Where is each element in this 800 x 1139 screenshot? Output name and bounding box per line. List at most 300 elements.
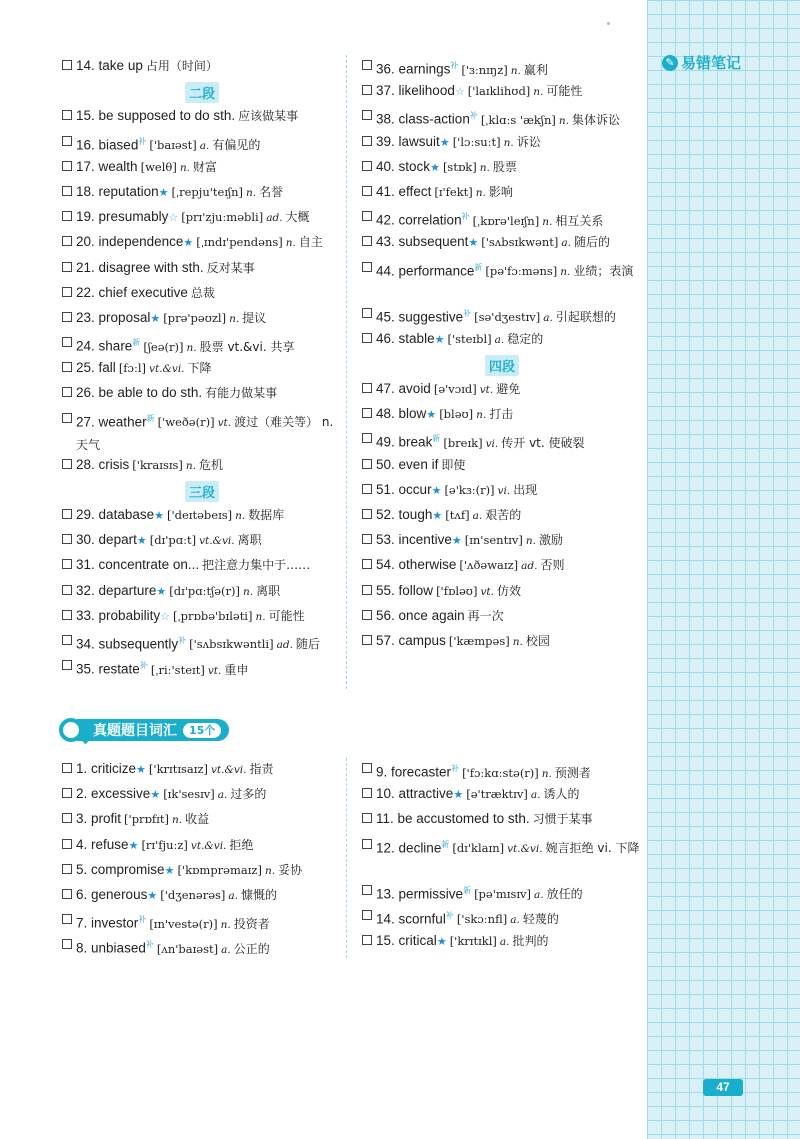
checkbox[interactable] xyxy=(62,110,72,120)
checkbox[interactable] xyxy=(62,60,72,70)
translation: 诉讼 xyxy=(516,134,541,149)
entry-text xyxy=(376,181,513,204)
entry-number: 39. xyxy=(376,133,395,149)
translation: 股票 xyxy=(492,159,517,174)
vocab-entry xyxy=(362,181,642,206)
phonetic: [prə'pəʊzl] xyxy=(163,310,227,325)
entry-number: 20. xyxy=(76,234,95,250)
part-of-speech: vt. xyxy=(207,664,222,677)
vocab-entry xyxy=(362,834,642,880)
frequency-mark: 新 xyxy=(146,413,155,423)
entry-word: restate xyxy=(98,661,140,677)
entry-number: 38. xyxy=(376,111,395,127)
entry-word: permissive xyxy=(398,886,464,902)
entry-word: compromise xyxy=(91,861,165,877)
vocab-entry xyxy=(362,905,642,930)
translation: 稳定的 xyxy=(507,331,544,346)
phonetic: ['baɪəst] xyxy=(149,138,197,153)
translation: 应该做某事 xyxy=(238,109,299,124)
vocab-entry xyxy=(362,403,642,428)
checkbox[interactable] xyxy=(362,60,372,70)
part-of-speech: ad. xyxy=(521,560,538,573)
translation: 过多的 xyxy=(230,787,267,802)
checkbox[interactable] xyxy=(62,813,72,823)
phonetic: [ə'vɔɪd] xyxy=(433,382,477,397)
checkbox[interactable] xyxy=(362,408,372,418)
translation: 轻蔑的 xyxy=(522,912,559,927)
translation: 可能性 xyxy=(546,84,583,99)
entry-number: 56. xyxy=(376,607,395,623)
vocab-entry xyxy=(362,454,642,479)
phonetic: [ˌriː'steɪt] xyxy=(150,662,205,677)
entry-word: earnings xyxy=(398,61,451,77)
entry-text xyxy=(376,55,548,82)
entry-number: 5. xyxy=(76,861,88,877)
frequency-mark: ★ xyxy=(150,312,161,325)
entry-text xyxy=(76,181,283,204)
part-of-speech: n. xyxy=(542,215,553,228)
checkbox[interactable] xyxy=(362,262,372,272)
checkbox[interactable] xyxy=(362,186,372,196)
checkbox[interactable] xyxy=(62,413,72,423)
checkbox[interactable] xyxy=(362,333,372,343)
entry-number: 48. xyxy=(376,406,395,422)
vocab-entry xyxy=(362,105,642,130)
vocab-entry xyxy=(362,378,642,403)
part-of-speech: vt.&vi. xyxy=(190,839,227,852)
checkbox[interactable] xyxy=(362,308,372,318)
entry-text xyxy=(76,605,305,628)
translation: 有能力做某事 xyxy=(205,386,278,401)
phonetic: [ˌklɑːs 'ækʃn] xyxy=(480,112,556,127)
checkbox[interactable] xyxy=(362,433,372,443)
entry-word: profit xyxy=(91,811,122,827)
frequency-mark: ★ xyxy=(158,186,169,199)
phonetic: [pə'fɔːməns] xyxy=(485,264,558,278)
translation: 投资者 xyxy=(233,916,270,931)
vocab-entry xyxy=(362,783,642,808)
checkbox[interactable] xyxy=(62,312,72,322)
entry-text xyxy=(376,454,465,476)
entry-number: 47. xyxy=(376,381,395,397)
vocab-entry xyxy=(362,880,642,905)
translation: 激励 xyxy=(538,533,563,548)
entry-text xyxy=(376,257,633,284)
entry-text xyxy=(76,408,342,457)
checkbox[interactable] xyxy=(62,610,72,620)
vocab-entry xyxy=(62,206,342,231)
checkbox[interactable] xyxy=(362,610,372,620)
exam-left-column xyxy=(62,758,342,960)
checkbox[interactable] xyxy=(62,660,72,670)
vocab-entry xyxy=(62,758,342,783)
vocab-entry xyxy=(62,408,342,454)
phonetic: ['ʌðəwaɪz] xyxy=(459,558,519,573)
translation: 可能性 xyxy=(268,608,305,623)
frequency-mark: 补 xyxy=(451,764,460,773)
checkbox[interactable] xyxy=(62,635,72,645)
entry-word: lawsuit xyxy=(398,133,440,149)
entry-text xyxy=(76,206,310,229)
entry-text xyxy=(76,783,266,806)
entry-word: refuse xyxy=(91,836,129,852)
entry-text xyxy=(76,454,223,477)
translation: 赢利 xyxy=(523,62,548,77)
part-of-speech: n. xyxy=(533,86,544,99)
checkbox[interactable] xyxy=(362,910,372,920)
translation: 艰苦的 xyxy=(485,508,522,522)
translation: 自主 xyxy=(298,235,323,250)
entry-word: take up xyxy=(98,58,143,73)
entry-number: 46. xyxy=(376,330,395,346)
frequency-mark: 补 xyxy=(461,212,470,222)
banner-title: 真题题目词汇 xyxy=(93,723,177,739)
part-of-speech: n. xyxy=(186,341,197,354)
checkbox[interactable] xyxy=(362,935,372,945)
phonetic: ['ɜːnɪŋz] xyxy=(461,62,508,77)
entry-word: database xyxy=(98,507,155,522)
vocab-entry xyxy=(362,428,642,453)
checkbox[interactable] xyxy=(62,136,72,146)
checkbox[interactable] xyxy=(362,236,372,246)
checkbox[interactable] xyxy=(362,459,372,469)
phonetic: ['weðə(r)] xyxy=(157,415,215,430)
grid-sidebar xyxy=(647,0,800,1139)
part-of-speech: a. xyxy=(499,935,510,948)
entry-word: crisis xyxy=(98,456,130,472)
entry-word: presumably xyxy=(98,209,169,225)
vocab-entry xyxy=(62,231,342,256)
vocab-entry xyxy=(362,257,642,303)
frequency-mark: ★ xyxy=(436,935,447,948)
frequency-mark: 补 xyxy=(138,915,147,925)
entry-text xyxy=(376,529,563,552)
phonetic: [sə'dʒestɪv] xyxy=(474,310,541,324)
frequency-mark: ★ xyxy=(136,764,146,776)
phonetic: [ə'træktɪv] xyxy=(466,787,528,802)
entry-number: 11. xyxy=(376,811,394,827)
checkbox[interactable] xyxy=(62,509,72,519)
checkbox[interactable] xyxy=(62,839,72,849)
translation: 大概 xyxy=(285,210,310,225)
entry-word: unbiased xyxy=(91,940,146,956)
frequency-mark: ★ xyxy=(451,535,462,548)
entry-text xyxy=(376,303,616,330)
checkbox[interactable] xyxy=(362,110,372,120)
translation: 引起联想的 xyxy=(555,310,616,324)
column-divider xyxy=(346,55,347,689)
entry-word: wealth xyxy=(98,158,138,174)
entry-number: 17. xyxy=(76,158,95,174)
translation: 离职 xyxy=(237,533,262,548)
entry-word: attractive xyxy=(398,786,454,802)
translation: 占用（时间） xyxy=(145,59,218,73)
translation: 习惯于某事 xyxy=(532,812,593,827)
phonetic: ['sʌbsɪkwəntli] xyxy=(189,637,274,652)
translation: 批判的 xyxy=(512,933,549,948)
checkbox[interactable] xyxy=(62,788,72,798)
entry-number: 2. xyxy=(76,786,88,802)
entry-text xyxy=(376,758,591,785)
checkbox[interactable] xyxy=(62,889,72,899)
translation: 下降 xyxy=(187,361,212,376)
entry-text xyxy=(76,382,277,404)
vocab-entry xyxy=(362,930,642,955)
entry-number: 35. xyxy=(76,661,95,677)
entry-number: 52. xyxy=(376,507,395,522)
translation: 相互关系 xyxy=(555,213,604,228)
vocab-entry xyxy=(62,808,342,833)
entry-number: 14. xyxy=(76,58,95,73)
phonetic: [ʌn'baɪəst] xyxy=(156,941,219,956)
entry-text xyxy=(76,307,266,330)
translation: 放任的 xyxy=(546,887,583,902)
vocab-entry xyxy=(362,80,642,105)
checkbox[interactable] xyxy=(62,864,72,874)
entry-word: depart xyxy=(98,532,137,548)
checkbox[interactable] xyxy=(362,885,372,895)
part-of-speech: n. xyxy=(264,864,276,877)
checkbox[interactable] xyxy=(62,262,72,272)
checkbox[interactable] xyxy=(362,383,372,393)
part-of-speech: n. xyxy=(246,186,257,199)
entry-text xyxy=(376,479,537,502)
frequency-mark: 补 xyxy=(139,661,148,671)
entry-text xyxy=(76,231,323,254)
frequency-mark: 新 xyxy=(132,338,141,348)
entry-text xyxy=(376,156,517,179)
checkbox[interactable] xyxy=(62,387,72,397)
vocab-entry xyxy=(362,504,642,529)
entry-word: avoid xyxy=(398,381,431,397)
checkbox[interactable] xyxy=(62,236,72,246)
entry-number: 28. xyxy=(76,456,95,472)
checkbox[interactable] xyxy=(362,559,372,569)
magnifier-icon xyxy=(59,718,83,742)
vocab-entry xyxy=(62,357,342,382)
entry-number: 26. xyxy=(76,385,95,401)
checkbox[interactable] xyxy=(362,839,372,849)
entry-text xyxy=(376,428,585,455)
entry-text xyxy=(76,655,248,682)
entry-text xyxy=(76,332,294,359)
checkbox[interactable] xyxy=(62,534,72,544)
entry-text xyxy=(376,378,520,401)
entry-text xyxy=(376,808,593,830)
entry-text xyxy=(76,55,218,77)
phonetic: [pə'mɪsɪv] xyxy=(474,887,532,902)
vocab-entry xyxy=(62,282,342,307)
checkbox[interactable] xyxy=(62,914,72,924)
translation: 数据库 xyxy=(248,508,285,522)
vocab-entry xyxy=(62,131,342,156)
translation: 总裁 xyxy=(190,285,215,300)
entry-number: 6. xyxy=(76,886,88,902)
vocab-entry xyxy=(62,783,342,808)
vocab-entry xyxy=(62,382,342,407)
section-tag: 四段 xyxy=(485,355,519,376)
checkbox[interactable] xyxy=(62,186,72,196)
entry-text xyxy=(76,580,280,603)
checkbox[interactable] xyxy=(62,362,72,372)
entry-word: probability xyxy=(98,607,161,623)
checkbox[interactable] xyxy=(62,939,72,949)
entry-word: stable xyxy=(398,330,435,346)
column-divider xyxy=(346,758,347,958)
checkbox[interactable] xyxy=(362,484,372,494)
vocab-entry xyxy=(362,131,642,156)
translation: 重申 xyxy=(224,662,249,677)
vocab-entry xyxy=(362,580,642,605)
phonetic: ['kraɪsɪs] xyxy=(132,457,183,472)
vocab-entry xyxy=(62,630,342,655)
translation: 财富 xyxy=(192,159,217,174)
checkbox[interactable] xyxy=(62,763,72,773)
entry-word: generous xyxy=(91,886,148,902)
checkbox[interactable] xyxy=(362,509,372,519)
phonetic: [rɪ'fjuːz] xyxy=(141,837,188,852)
translation: 集体诉讼 xyxy=(571,112,620,127)
part-of-speech: vi. xyxy=(497,484,511,497)
vocab-entry xyxy=(62,934,342,959)
vocab-entry xyxy=(62,529,342,554)
part-of-speech: vt.&vi. xyxy=(199,535,235,548)
translation: 反对某事 xyxy=(206,260,255,275)
checkbox[interactable] xyxy=(362,813,372,823)
translation: 预测者 xyxy=(554,765,591,780)
frequency-mark: ★ xyxy=(468,237,479,250)
entry-text xyxy=(76,529,262,552)
entry-number: 25. xyxy=(76,360,95,376)
translation: 影响 xyxy=(488,184,513,199)
phonetic: [dɪ'pɑːtʃə(r)] xyxy=(169,583,241,598)
vocab-entry xyxy=(362,605,642,630)
entry-number: 3. xyxy=(76,811,88,827)
checkbox[interactable] xyxy=(62,337,72,347)
entry-text xyxy=(76,357,212,380)
phonetic: [stɒk] xyxy=(442,159,477,174)
entry-word: correlation xyxy=(398,212,462,228)
phonetic: ['prɒfɪt] xyxy=(124,812,169,827)
entry-number: 32. xyxy=(76,582,95,598)
translation: 指责 xyxy=(249,762,274,776)
vocab-entry xyxy=(62,454,342,479)
checkbox[interactable] xyxy=(362,585,372,595)
entry-number: 54. xyxy=(376,557,395,573)
entry-number: 18. xyxy=(76,183,95,199)
checkbox[interactable] xyxy=(362,635,372,645)
checkbox[interactable] xyxy=(362,161,372,171)
vocab-entry xyxy=(62,55,342,80)
entry-number: 33. xyxy=(76,607,95,623)
part-of-speech: vt. xyxy=(479,384,494,397)
vocab-entry xyxy=(362,808,642,833)
entry-text xyxy=(376,131,541,154)
entry-text xyxy=(376,80,582,103)
vocab-entry xyxy=(62,580,342,605)
vocab-entry xyxy=(362,303,642,328)
section-tag: 三段 xyxy=(185,481,219,502)
frequency-mark: 新 xyxy=(432,434,441,444)
translation: 随后 xyxy=(295,637,320,652)
checkbox[interactable] xyxy=(62,211,72,221)
vocab-entry xyxy=(362,206,642,231)
entry-number: 57. xyxy=(376,632,395,648)
phonetic: ['krɪtɪsaɪz] xyxy=(148,762,208,776)
entry-text xyxy=(76,909,270,936)
phonetic: [ˌrepju'teɪʃn] xyxy=(171,184,244,199)
phonetic: ['laɪklihʊd] xyxy=(467,84,531,99)
phonetic: [dɪ'klaɪn] xyxy=(452,841,505,856)
phonetic: [ɪk'sesɪv] xyxy=(163,787,215,802)
checkbox[interactable] xyxy=(62,585,72,595)
checkbox[interactable] xyxy=(62,161,72,171)
translation: 诱人的 xyxy=(543,787,580,802)
translation: 出现 xyxy=(513,482,538,497)
entry-number: 4. xyxy=(76,836,88,852)
part-of-speech: n. xyxy=(185,459,197,472)
translation: 渡过（难关等） n. 天气 xyxy=(76,415,334,453)
entry-number: 24. xyxy=(76,338,95,354)
entry-text xyxy=(376,328,543,351)
entry-word: even if xyxy=(398,456,439,472)
checkbox[interactable] xyxy=(62,459,72,469)
section-heading xyxy=(362,353,642,378)
part-of-speech: n. xyxy=(512,635,523,648)
entry-text xyxy=(76,504,284,527)
entry-word: weather xyxy=(98,414,147,430)
entry-number: 49. xyxy=(376,434,395,450)
checkbox[interactable] xyxy=(362,211,372,221)
entry-number: 51. xyxy=(376,481,395,497)
entry-text xyxy=(376,206,603,233)
checkbox[interactable] xyxy=(362,788,372,798)
phonetic: [fɔːl] xyxy=(118,361,147,376)
vocab-entry xyxy=(62,909,342,934)
entry-word: departure xyxy=(98,582,157,598)
entry-word: likelihood xyxy=(398,83,455,99)
part-of-speech: a. xyxy=(530,789,541,802)
checkbox[interactable] xyxy=(62,559,72,569)
part-of-speech: a. xyxy=(199,140,210,153)
translation: 提议 xyxy=(242,310,267,325)
entry-number: 30. xyxy=(76,532,95,548)
section-tag: 二段 xyxy=(185,82,219,103)
phonetic: [ʃeə(r)] xyxy=(143,339,184,354)
checkbox[interactable] xyxy=(362,85,372,95)
part-of-speech: a. xyxy=(221,943,231,956)
frequency-mark: ★ xyxy=(426,409,437,422)
entry-word: blow xyxy=(398,406,427,422)
entry-text xyxy=(376,880,583,907)
entry-text xyxy=(76,834,253,857)
entry-number: 22. xyxy=(76,284,95,300)
checkbox[interactable] xyxy=(362,136,372,146)
entry-word: disagree with sth. xyxy=(98,259,204,275)
frequency-mark: ★ xyxy=(431,484,442,497)
entry-word: break xyxy=(398,434,433,450)
entry-number: 14. xyxy=(376,911,395,927)
entry-word: once again xyxy=(398,607,465,623)
entry-word: subsequent xyxy=(398,234,469,250)
checkbox[interactable] xyxy=(62,287,72,297)
vocab-entry xyxy=(362,554,642,579)
frequency-mark: 补 xyxy=(463,308,472,318)
entry-text xyxy=(376,554,564,577)
checkbox[interactable] xyxy=(362,534,372,544)
checkbox[interactable] xyxy=(362,763,372,773)
vocab-entry xyxy=(62,504,342,529)
